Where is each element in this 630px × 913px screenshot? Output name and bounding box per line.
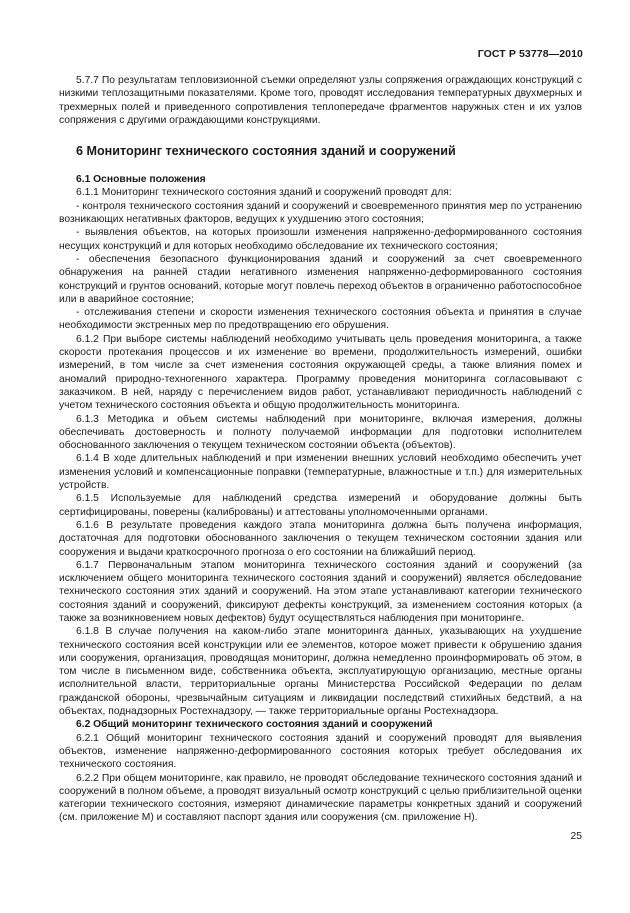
document-body bbox=[59, 74, 582, 825]
list-item: - обеспечения безопасного функционирования зданий и сооружений за счет своевременного обнаружения на ранней стадии негативного изменения напряженно-деформированного состояния конструкций и грунтов оснований, которые могут повлечь переход объектов в ограниченно работоспособное или в аварийное состояние; bbox=[59, 253, 582, 305]
paragraph-6-1-1: 6.1.1 Мониторинг технического состояния зданий и сооружений проводят для: bbox=[76, 187, 452, 199]
paragraph-6-2-1: 6.2.1 Общий мониторинг технического состояния зданий и сооружений проводят для выявления объектов, изменение напряженно-деформированного состояния которых требует обследования их технического состояния. bbox=[59, 732, 582, 771]
page-number: 25 bbox=[570, 831, 582, 842]
list-item: - контроля технического состояния зданий и сооружений и своевременного принятия мер по устранению возникающих негативных факторов, ведущих к ухудшению этого состояния; bbox=[59, 200, 582, 226]
subsection-title-6-2: 6.2 Общий мониторинг технического состояния зданий и сооружений bbox=[76, 719, 433, 731]
paragraph-6-1-4: 6.1.4 В ходе длительных наблюдений и при изменении внешних условий необходимо обеспечить учет изменения условий и компенсационные поправки (температурные, влажностные и т.п.) для измерительных устройств. bbox=[59, 453, 582, 492]
paragraph-5-7-7: 5.7.7 По результатам тепловизионной съемки определяют узлы сопряжения ограждающих конструкций с низкими теплозащитными показателями. Кроме того, проводят исследования температурных двухмерных и трехмерных полей и приведенного сопротивления теплопередаче фрагментов наружных стен и их узлов сопряжения с другими ограждающими конструкциями. bbox=[59, 75, 582, 126]
paragraph-6-1-7: 6.1.7 Первоначальным этапом мониторинга технического состояния зданий и сооружений (за исключением общего мониторинга технического состояния зданий и сооружений) является обследование технического состояния этих зданий и сооружений. На этом этапе устанавливают категории технического состояния зданий и сооружений, фиксируют дефекты конструкций, за изменением состояния которых (а также за возникновением новых дефектов) будут осуществляться наблюдения при мониторинге. bbox=[59, 559, 582, 624]
subsection-title-6-1: 6.1 Основные положения bbox=[76, 174, 206, 186]
section-title-6: 6 Мониторинг технического состояния зданий и сооружений bbox=[76, 144, 456, 159]
paragraph-6-2-2: 6.2.2 При общем мониторинге, как правило, не проводят обследование технического состояния зданий и сооружений в полном объеме, а проводят визуальный осмотр конструкций с целью приблизительной оценки категории технического состояния, измеряют динамические параметры конкретных зданий и сооружений (см. приложение М) и составляют паспорт здания или сооружения (см. приложение Н). bbox=[59, 772, 582, 824]
document-header: ГОСТ Р 53778—2010 bbox=[477, 48, 583, 60]
list-item: - отслеживания степени и скорости изменения технического состояния объекта и принятия в случае необходимости экстренных мер по предотвращению его обрушения. bbox=[59, 307, 582, 332]
paragraph-6-1-6: 6.1.6 В результате проведения каждого этапа мониторинга должна быть получена информация, достаточная для подготовки обоснованного заключения о текущем техническом состоянии здания или сооружения и выдачи краткосрочного прогноза о его состоянии на ближайший период. bbox=[59, 519, 582, 558]
paragraph-6-1-2: 6.1.2 При выборе системы наблюдений необходимо учитывать цель проведения мониторинга, а также скорости протекания процессов и их изменение во времени, продолжительность измерений, ошибки измерений, в том числе за счет изменения состояния окружающей среды, а также влияния помех и аномалий природно-техногенного характера. Программу проведения мониторинга согласовывают с заказчиком. В ней, наряду с перечислением видов работ, устанавливают периодичность наблюдений с учетом технического состояния объекта и общую продолжительность мониторинга. bbox=[59, 333, 582, 412]
paragraph-6-1-5: 6.1.5 Используемые для наблюдений средства измерений и оборудование должны быть сертифицированы, поверены (калиброваны) и аттестованы уполномоченными органами. bbox=[59, 493, 582, 518]
paragraph-6-1-3: 6.1.3 Методика и объем системы наблюдений при мониторинге, включая измерения, должны обеспечивать достоверность и полноту получаемой информации для подготовки исполнителем обоснованного заключения о текущем техническом состоянии объекта (объектов). bbox=[59, 413, 582, 452]
paragraph-6-1-8: 6.1.8 В случае получения на каком-либо этапе мониторинга данных, указывающих на ухудшение технического состояния всей конструкции или ее элементов, которое может привести к обрушению здания или сооружения, организация, проводящая мониторинг, должна немедленно проинформировать об этом, в том числе в письменном виде, собственника объекта, эксплуатирующую организацию, местные органы исполнительной власти, территориальные органы Министерства Российской Федерации по делам гражданской обороны, чрезвычайным ситуациям и ликвидации последствий стихийных бедствий, а на объектах, поднадзорных Ростехнадзору, — также территориальные органы Ростехнадзора. bbox=[59, 626, 582, 718]
list-item: - выявления объектов, на которых произошли изменения напряженно-деформированного состояния несущих конструкций и для которых необходимо обследование их технического состояния; bbox=[59, 227, 582, 252]
